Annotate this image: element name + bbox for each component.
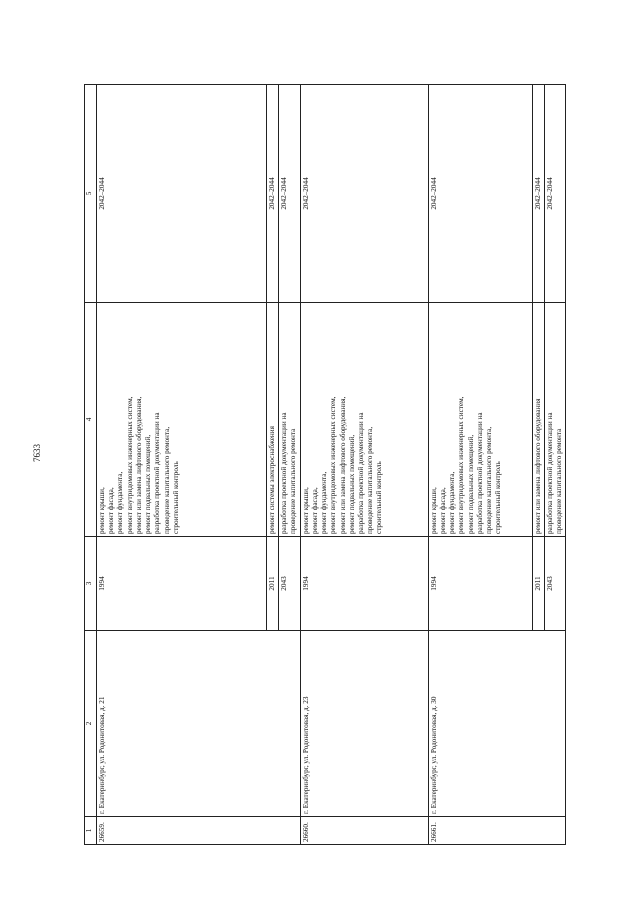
row-works [428,303,532,537]
work-item: проведение капитального ремонта, [366,426,375,534]
work-item: проведение капитального ремонта, [484,426,493,534]
row-works [97,303,267,537]
work-item: проведение капитального ремонта [555,428,564,534]
row-works [279,303,300,537]
work-item: проведение капитального ремонта [289,428,298,534]
row-year: 2043 [279,537,300,631]
work-item: ремонт внутридомовых инженерных систем, [457,396,466,534]
row-period: 2042–2044 [544,85,565,303]
row-year: 2043 [544,537,565,631]
row-year: 1994 [428,537,532,631]
work-item: разработка проектной документации на [545,412,554,534]
work-item: ремонт фасада, [310,487,319,534]
work-item: ремонт фасада, [107,487,116,534]
work-item: разработка проектной документации на [356,412,365,534]
column-header: 2 [85,631,97,817]
row-number: 26660. [300,817,428,845]
row-period: 2042–2044 [97,85,267,303]
work-item: ремонт крыши, [429,487,438,534]
column-number-row [85,85,97,845]
work-item: строительный контроль [375,461,384,534]
rotated-table-container [84,85,564,845]
table-row [97,85,267,845]
work-item: ремонт фундамента, [448,471,457,534]
row-works [544,303,565,537]
row-period: 2042–2044 [300,85,428,303]
column-header: 1 [85,817,97,845]
row-year: 1994 [300,537,428,631]
row-period: 2042–2044 [428,85,532,303]
work-item: ремонт подвальных помещений, [466,434,475,534]
work-item: ремонт или замена лифтового оборудования [533,398,542,534]
row-year: 2011 [267,537,279,631]
work-item: ремонт крыши, [301,487,310,534]
row-address: г. Екатеринбург, ул. Родонитовая, д. 23 [300,631,428,817]
row-period: 2042–2044 [532,85,544,303]
work-item: ремонт подвальных помещений, [144,434,153,534]
column-header: 5 [85,85,97,303]
row-address: г. Екатеринбург, ул. Родонитовая, д. 30 [428,631,566,817]
column-header: 3 [85,537,97,631]
table-row [300,85,428,845]
row-address: г. Екатеринбург, ул. Родонитовая, д. 21 [97,631,301,817]
work-item: разработка проектной документации на [475,412,484,534]
row-year: 1994 [97,537,267,631]
work-item: ремонт или замена лифтового оборудования, [338,396,347,534]
work-item: ремонт подвальных помещений, [347,434,356,534]
table-row [428,85,532,845]
work-item: разработка проектной документации на [153,412,162,534]
work-item: строительный контроль [171,461,180,534]
work-item: ремонт фундамента, [320,471,329,534]
row-period: 2042–2044 [279,85,300,303]
work-item: ремонт крыши, [98,487,106,534]
work-item: ремонт фасада, [438,487,447,534]
work-item: ремонт системы электроснабжения [268,426,276,534]
row-period: 2042–2044 [267,85,279,303]
capital-repair-table [84,84,566,845]
work-item: строительный контроль [494,461,503,534]
row-works [532,303,544,537]
work-item: ремонт внутридомовых инженерных систем, [329,396,338,534]
page-number: 7633 [32,444,42,462]
row-number: 26659. [97,817,301,845]
work-item: ремонт или замена лифтового оборудования, [134,396,143,534]
row-year: 2011 [532,537,544,631]
work-item: ремонт внутридомовых инженерных систем, [125,396,134,534]
work-item: проведение капитального ремонта, [162,426,171,534]
work-item: разработка проектной документации на [280,412,289,534]
column-header: 4 [85,303,97,537]
row-works [300,303,428,537]
work-item: ремонт фундамента, [116,471,125,534]
row-number: 26661. [428,817,566,845]
row-works [267,303,279,537]
